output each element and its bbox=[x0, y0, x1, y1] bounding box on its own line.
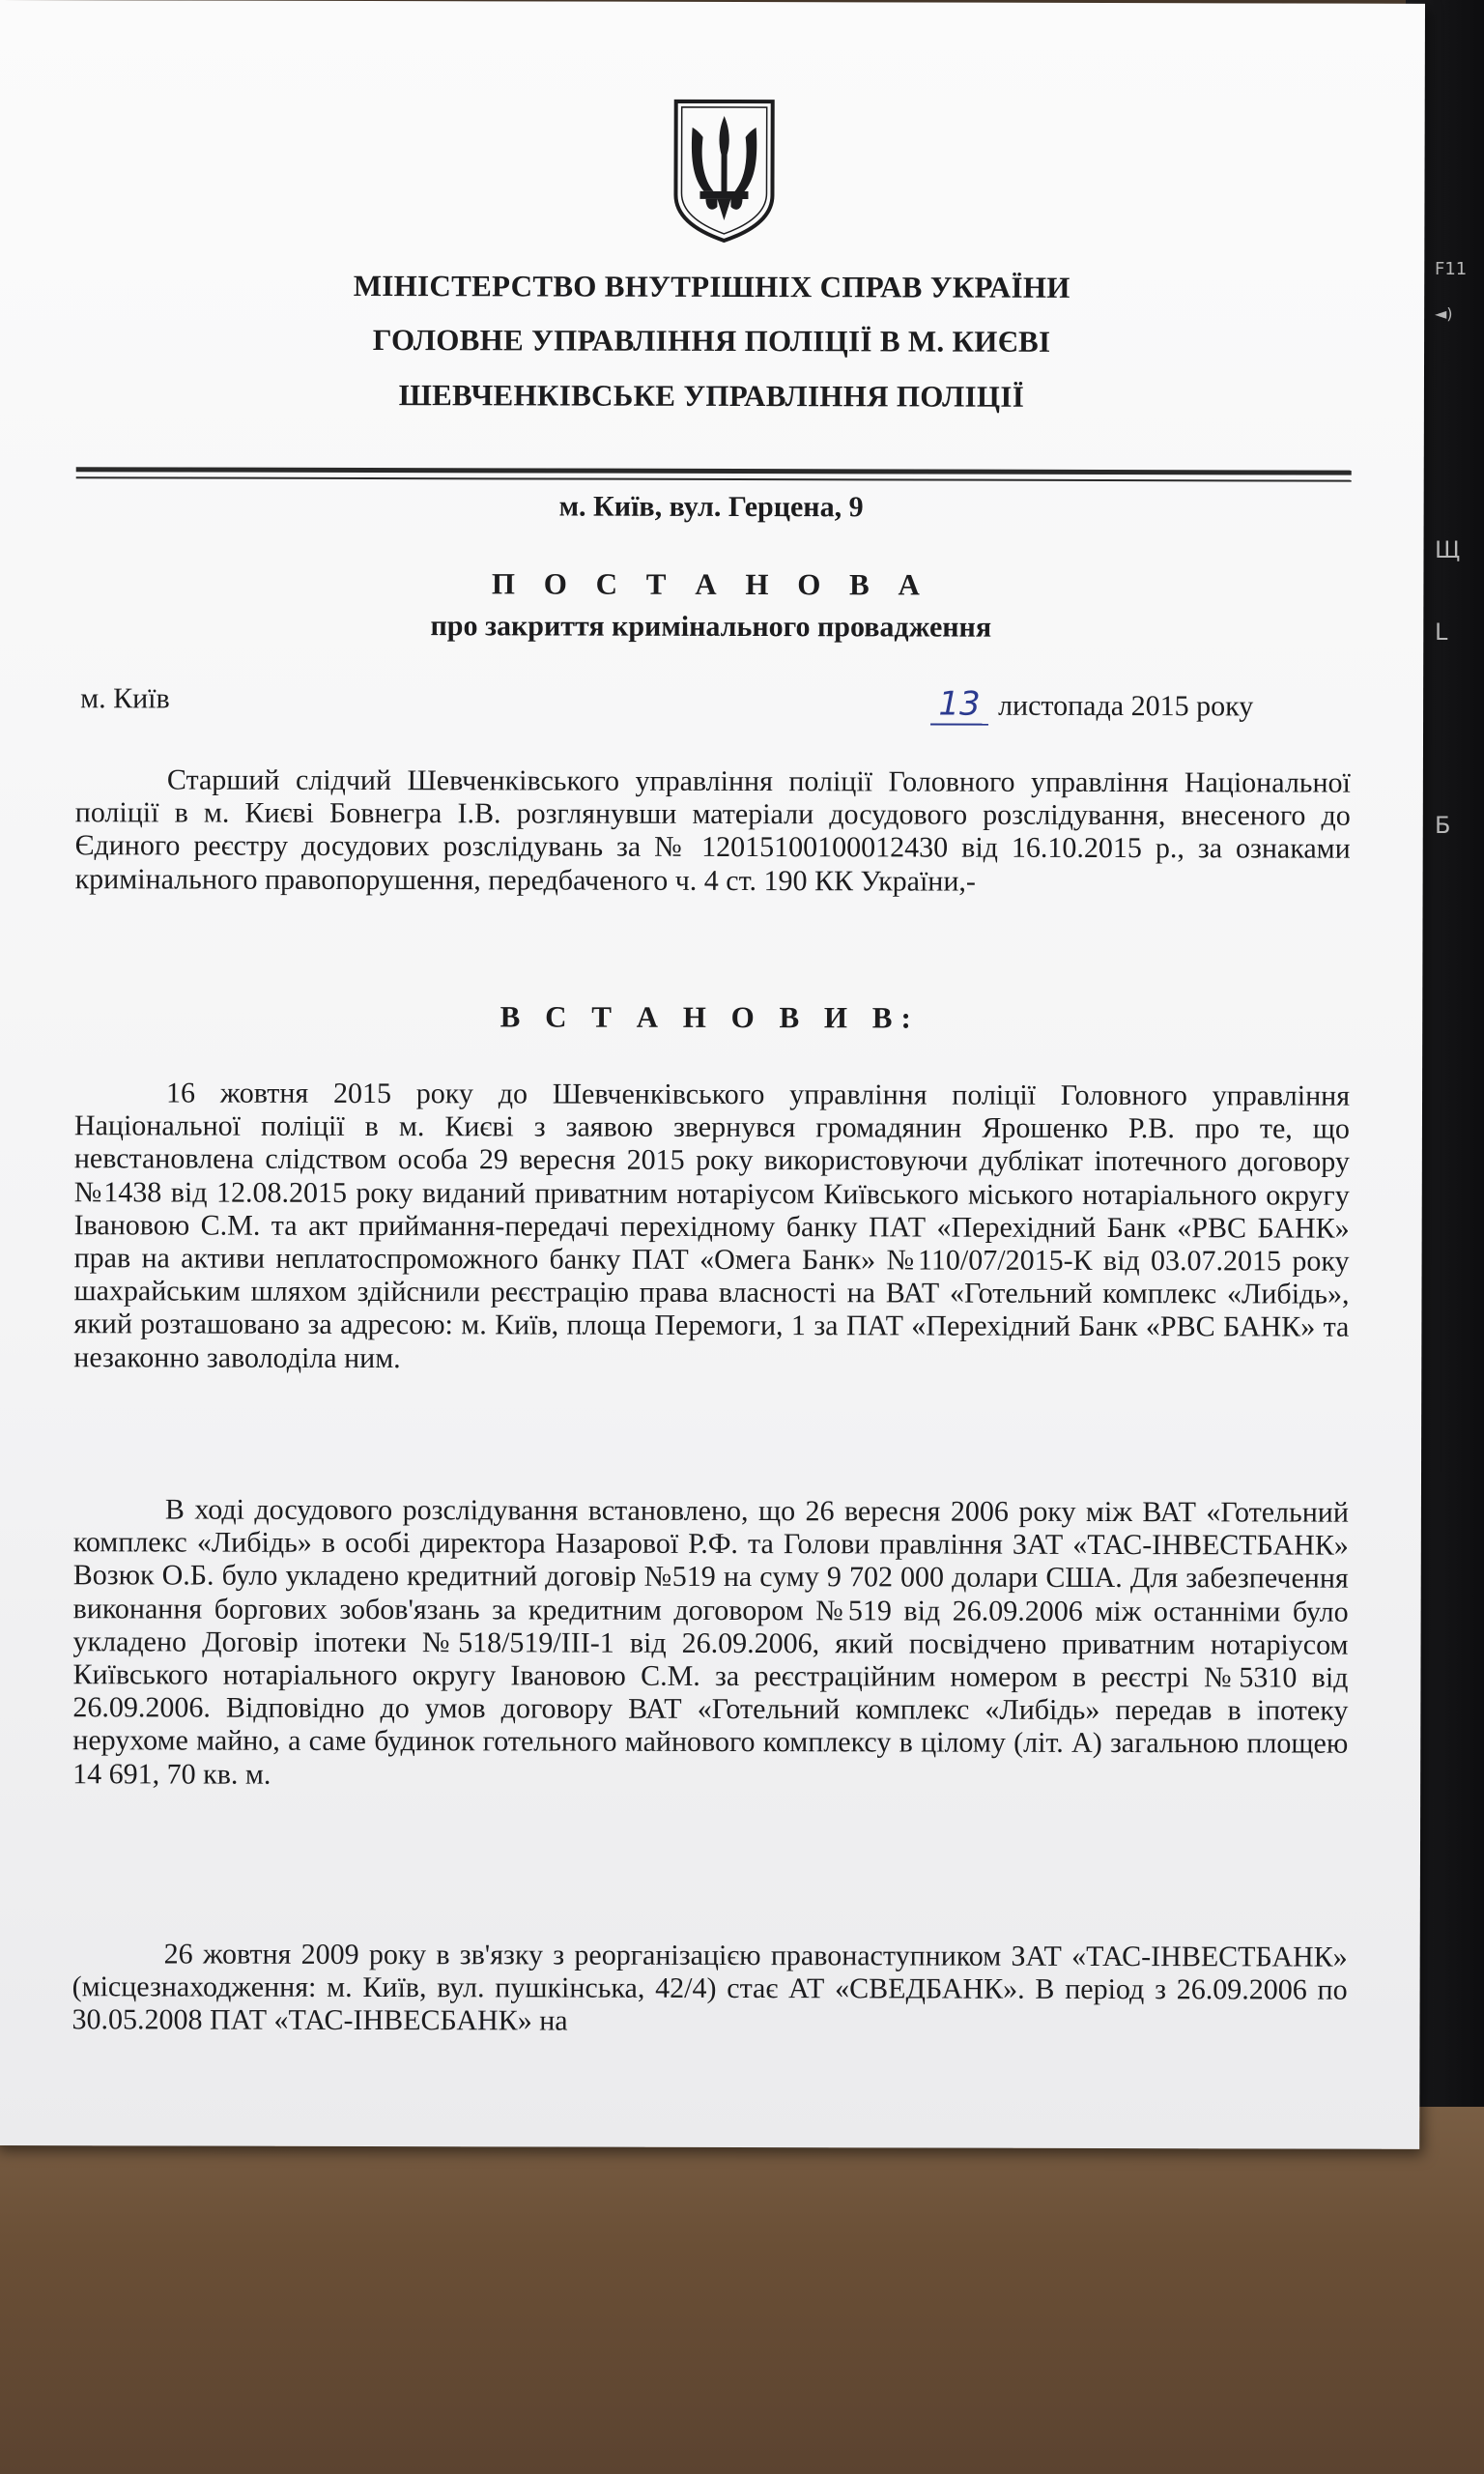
laptop-key-f11: F11 bbox=[1435, 259, 1468, 279]
department-name: ГОЛОВНЕ УПРАВЛІННЯ ПОЛІЦІЇ В М. КИЄВІ bbox=[372, 323, 1051, 359]
laptop-key-volume: ◄) bbox=[1435, 304, 1453, 323]
laptop-key-shch: Щ bbox=[1435, 536, 1461, 563]
laptop-key-l: L bbox=[1435, 618, 1448, 646]
document-subject: про закриття кримінального провадження bbox=[430, 610, 992, 644]
body-paragraph-3: 26 жовтня 2009 року в зв'язку з реорганізацією правонаступником ЗАТ «ТАС-ІНВЕСТБАНК» (місцезнаходження: м. Київ, вул. пушкінська, 42/4) стає АТ «СВЕДБАНК». В період з 26.09.2006 по 30.05.2008 ПАТ «ТАС-ІНВЕСБАНК» на bbox=[71, 1938, 1348, 2037]
office-address: м. Київ, вул. Герцена, 9 bbox=[558, 490, 864, 524]
desk-surface bbox=[0, 2097, 1484, 2474]
header-divider-thin bbox=[76, 476, 1352, 481]
date-month-year: листопада 2015 року bbox=[998, 689, 1254, 723]
laptop-key-b: Б bbox=[1435, 812, 1451, 839]
document-city: м. Київ bbox=[80, 682, 170, 715]
established-heading: В С Т А Н О В И В: bbox=[499, 999, 920, 1035]
trident-coat-of-arms-icon bbox=[671, 99, 777, 244]
document-date bbox=[930, 685, 1253, 727]
header-divider bbox=[76, 467, 1352, 475]
handwritten-day: 13 bbox=[930, 685, 988, 726]
intro-paragraph: Старший слідчий Шевченківського управління поліції Головного управління Національної поліції в м. Києві Бовнегра І.В. розглянувши матеріали досудового розслідування, внесеного до Єдиного реєстру досудових розслідувань за № 12015100100012430 від 16.10.2015 р., за ознаками кримінального правопорушення, передбаченого ч. 4 ст. 190 КК України,- bbox=[74, 763, 1351, 898]
body-paragraph-2: В ході досудового розслідування встановлено, що 26 вересня 2006 року між ВАТ «Готельний комплекс «Либідь» в особі директора Назарової Р.Ф. та Голови правління ЗАТ «ТАС-ІНВЕСТБАНК» Возюк О.Б. було укладено кредитний договір №519 на суму 9 702 000 долари США. Для забезпечення виконання боргових зобов'язань за кредитним договором №519 від 26.09.2006 між останніми було укладено Договір іпотеки №518/519/ІІІ-1 від 26.09.2006, який посвідчено приватним нотаріусом Київського нотаріального округу Івановою С.М. за реєстраційним номером в реєстрі №5310 від 26.09.2006. Відповідно до умов договору ВАТ «Готельний комплекс «Либідь» передав в іпотеку нерухоме майно, а саме будинок готельного майнового комплексу в цілому (літ. А) загальною площею 14 691, 70 кв. м. bbox=[72, 1493, 1349, 1791]
body-paragraph-1: 16 жовтня 2015 року до Шевченківського управління поліції Головного управління Національної поліції в м. Києві з заявою звернувся громадянин Ярошенко Р.В. про те, що невстановлена слідством особа 29 вересня 2015 року використовуючи дублікат іпотечного договору №1438 від 12.08.2015 року виданий приватним нотаріусом Київського міського нотаріального округу Івановою С.М. та акт приймання-передачі перехідному банку ПАТ «Перехідний Банк «РВС БАНК» прав на активи неплатоспроможного банку ПАТ «Омега Банк» №110/07/2015-К від 03.07.2015 року шахрайським шляхом здійснили реєстрацію права власності на ВАТ «Готельний комплекс «Либідь», який розташовано за адресою: м. Київ, площа Перемоги, 1 за ПАТ «Перехідний Банк «РВС БАНК» та незаконно заволоділа ним. bbox=[73, 1077, 1351, 1374]
division-name: ШЕВЧЕНКІВСЬКЕ УПРАВЛІННЯ ПОЛІЦІЇ bbox=[398, 378, 1025, 414]
document-type: П О С Т А Н О В А bbox=[491, 566, 930, 602]
ministry-name: МІНІСТЕРСТВО ВНУТРІШНІХ СПРАВ УКРАЇНИ bbox=[353, 268, 1070, 304]
